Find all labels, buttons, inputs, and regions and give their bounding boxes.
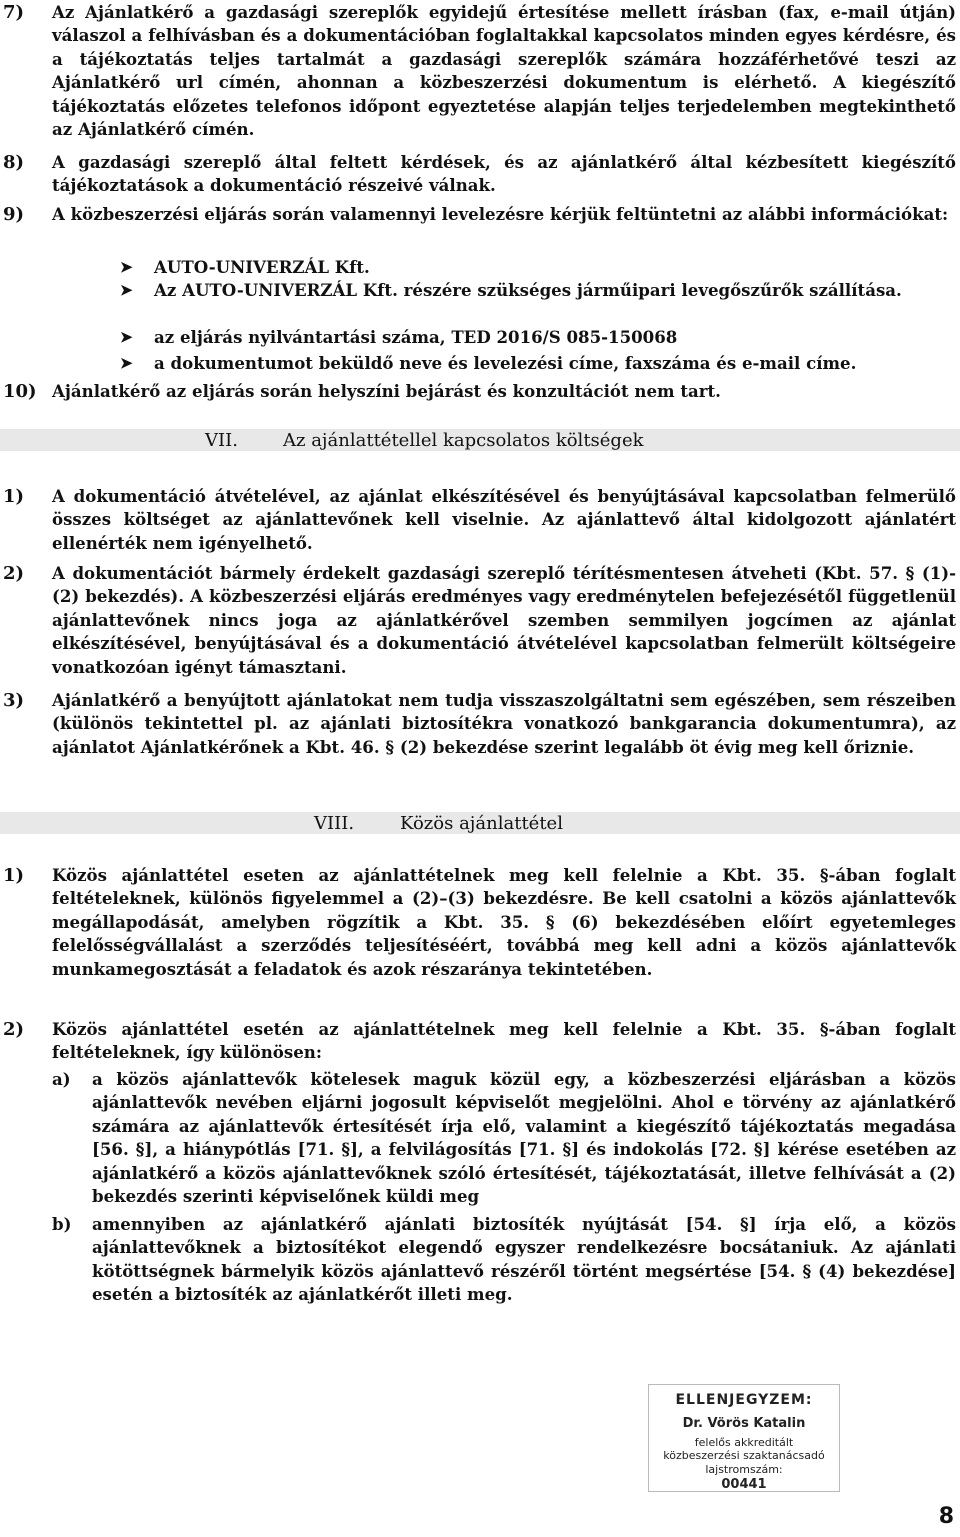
- item-text: A dokumentációt bármely érdekelt gazdasági szereplő térítésmentesen átveheti (Kbt. 57. § (1)-(2) bekezdés). A közbeszerzési eljárás eredményes vagy eredménytelen befejezésétől függetlenül ajánlattevőnek nincs joga az ajánlatkérővel szemben semmilyen jogcímen az ajánlat elkészítésével, benyújtásával és a dokumentáció átvételével kapcsolatban felmerült költségeire vonatkozóan igényt támasztani.: [52, 563, 956, 677]
- sub-item-label: a): [52, 1069, 71, 1089]
- section-number: VII.: [205, 430, 238, 451]
- item-number: 2): [3, 1019, 25, 1040]
- countersign-stamp: [648, 1384, 840, 1492]
- stamp-name: Dr. Vörös Katalin: [682, 1416, 806, 1432]
- paragraph-7: [0, 1, 960, 141]
- section-number: VIII.: [314, 813, 355, 834]
- stamp-role: felelős akkreditált: [694, 1435, 794, 1449]
- item-number: 7): [3, 2, 25, 23]
- sub-item-b: [52, 1213, 956, 1307]
- item-number: 10): [3, 381, 37, 402]
- arrow-bullet-icon: ➤: [120, 328, 133, 346]
- item-text: Ajánlatkérő a benyújtott ajánlatokat nem tudja visszaszolgáltatni sem egészében, sem részeiben (különös tekintettel pl. az ajánlati biztosítékra vonatkozó bankgarancia dokumentumra), az ajánlatot Ajánlatkérőnek a Kbt. 46. § (2) bekezdése szerint legalább öt évig meg kell őriznie.: [52, 690, 956, 757]
- paragraph-10: [0, 380, 960, 403]
- stamp-role-detail: közbeszerzési szaktanácsadó: [663, 1448, 825, 1462]
- sub-item-a: [52, 1068, 956, 1208]
- stamp-heading: ELLENJEGYZEM:: [675, 1392, 813, 1408]
- item-number: 1): [3, 486, 25, 507]
- page-number: 8: [938, 1504, 954, 1529]
- bullet-text: az eljárás nyilvántartási száma, TED 2016/S 085-150068: [154, 327, 678, 347]
- sub-item-text: a közös ajánlattevők kötelesek maguk közül egy, a közbeszerzési eljárásban a közös ajánlattevők nevében eljárni jogosult képviselőt megjelölni. Ahol e törvény az ajánlatkérő számára az ajánlattevők értesítését írja elő, valamint a kiegészítő tájékoztatás megadása [56. §], a hiánypótlás [71. §], a felvilágosítás [71. §] és indokolás [72. §] kérése esetében az ajánlatkérő a közös ajánlattevőknek szóló értesítését, tájékoztatását, illetve felhívását a (2) bekezdés szerinti képviselőnek küldi meg: [92, 1069, 956, 1207]
- arrow-bullet-icon: ➤: [120, 281, 133, 299]
- sub-item-label: b): [52, 1214, 72, 1234]
- section-title: Közös ajánlattétel: [400, 813, 563, 834]
- arrow-bullet-icon: ➤: [120, 354, 133, 372]
- bullet-text: AUTO-UNIVERZÁL Kft.: [154, 257, 370, 277]
- item-text: Közös ajánlattétel eseten az ajánlattételnek meg kell felelnie a Kbt. 35. §-ában foglalt feltételeknek, különös figyelemmel a (2)–(3) bekezdésre. Be kell csatolni a közös ajánlattevők megállapodását, amelyben rögzítik a Kbt. 35. § (6) bekezdésében előírt egyetemleges felelősségvállalást a szerződés teljesítéséért, továbbá meg kell adni a közös ajánlattevők munkamegosztását a feladatok és azok részaránya tekintetében.: [52, 865, 956, 979]
- item-text: Közös ajánlattétel esetén az ajánlattételnek meg kell felelnie a Kbt. 35. §-ában foglalt feltételeknek, így különösen:: [52, 1019, 956, 1063]
- stamp-registry-label: lajstromszám:: [705, 1462, 783, 1476]
- item-text: A gazdasági szereplő által feltett kérdések, és az ajánlatkérő által kézbesített kiegészítő tájékoztatások a dokumentáció részeivé válnak.: [52, 152, 956, 196]
- item-number: 3): [3, 690, 25, 711]
- bullet-text: a dokumentumot beküldő neve és levelezési címe, faxszáma és e-mail címe.: [154, 353, 857, 373]
- cost-item-2: [0, 562, 960, 679]
- item-number: 8): [3, 152, 25, 173]
- bullet-text: Az AUTO-UNIVERZÁL Kft. részére szükséges járműipari levegőszűrők szállítása.: [154, 280, 902, 300]
- joint-bid-item-2: [0, 1018, 960, 1065]
- section-heading-viii: [0, 812, 960, 834]
- sub-item-text: amennyiben az ajánlatkérő ajánlati biztosíték nyújtását [54. §] írja elő, a közös ajánlattevőknek a biztosítékot elegendő egyszer rendelkezésre bocsátaniuk. Az ajánlati kötöttségnek bármelyik közös ajánlattevő részéről történt megsértése [54. § (4) bekezdése] esetén a biztosíték az ajánlatkérőt illeti meg.: [92, 1214, 956, 1305]
- item-number: 1): [3, 865, 25, 886]
- stamp-registry-number: 00441: [721, 1476, 767, 1492]
- item-text: A dokumentáció átvételével, az ajánlat elkészítésével és benyújtásával kapcsolatban felmerülő összes költséget az ajánlattevőnek kell viselnie. Az ajánlattevő által kidolgozott ajánlatért ellenérték nem igényelhető.: [52, 486, 956, 553]
- item-text: A közbeszerzési eljárás során valamennyi levelezésre kérjük feltüntetni az alábbi információkat:: [52, 204, 949, 224]
- section-heading-vii: [0, 429, 960, 451]
- item-number: 9): [3, 204, 25, 225]
- cost-item-3: [0, 689, 960, 759]
- item-number: 2): [3, 563, 25, 584]
- arrow-bullet-icon: ➤: [120, 258, 133, 276]
- paragraph-8: [0, 151, 960, 198]
- cost-item-1: [0, 485, 960, 555]
- joint-bid-item-1: [0, 864, 960, 981]
- section-title: Az ajánlattétellel kapcsolatos költségek: [283, 430, 644, 451]
- item-text: Az Ajánlatkérő a gazdasági szereplők egyidejű értesítése mellett írásban (fax, e-mail útján) válaszol a felhívásban és a dokumentációban foglaltakkal kapcsolatos minden egyes kérdésre, és a tájékoztatás teljes tartalmát a gazdasági szereplők számára hozzáférhetővé teszi az Ajánlatkérő url címén, ahonnan a közbeszerzési dokumentum is elérhető. A kiegészítő tájékoztatás előzetes telefonos időpont egyeztetése alapján teljes terjedelemben megtekinthető az Ajánlatkérő címén.: [52, 2, 956, 140]
- paragraph-9: [0, 203, 960, 226]
- item-text: Ajánlatkérő az eljárás során helyszíni bejárást és konzultációt nem tart.: [52, 381, 721, 401]
